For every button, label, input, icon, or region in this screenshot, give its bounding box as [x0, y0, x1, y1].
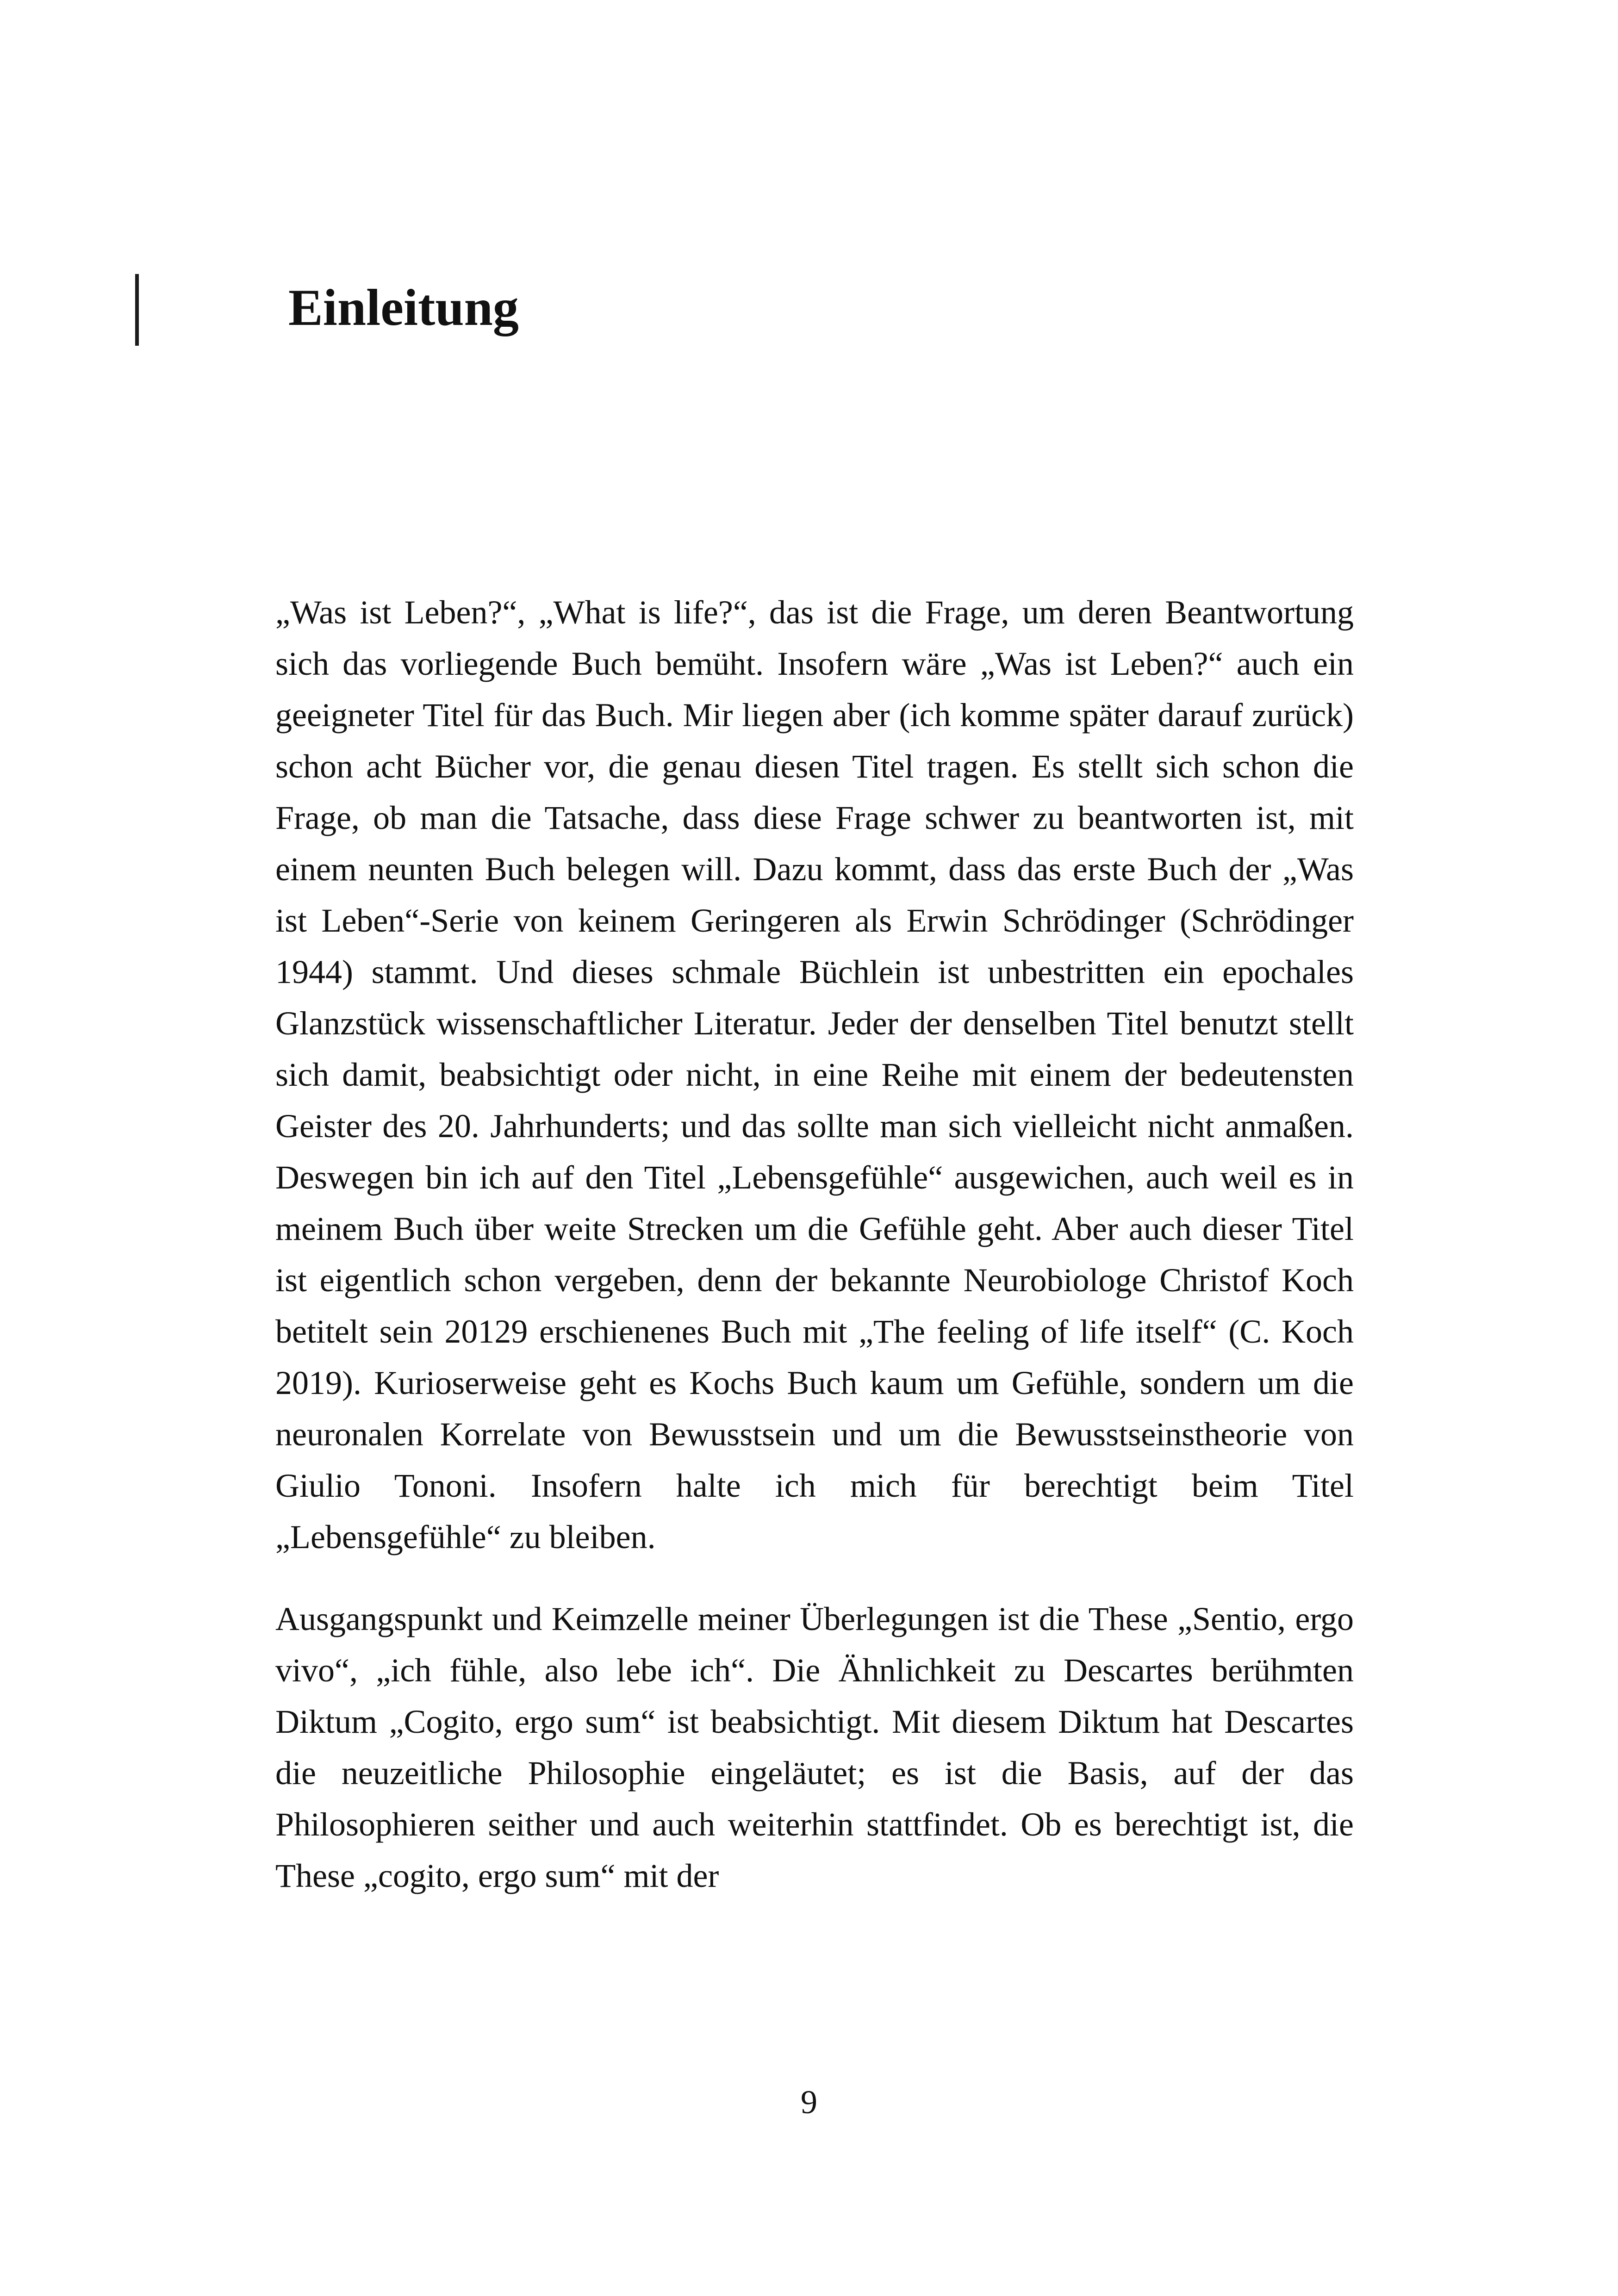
paragraph-intro: „Was ist Leben?“, „What is life?“, das ist die Frage, um deren Beantwortung sich das vorliegende Buch bemüht. Insofern wäre „Was ist Leben?“ auch ein geeigneter Titel für das Buch. Mir liegen aber (ich komme später darauf zurück) schon acht Bücher vor, die genau diesen Titel tragen. Es stellt sich schon die Frage, ob man die Tatsache, dass diese Frage schwer zu beantworten ist, mit einem neunten Buch belegen will. Dazu kommt, dass das erste Buch der „Was ist Leben“-Serie von keinem Geringeren als Erwin Schrödinger (Schrödinger 1944) stammt. Und dieses schmale Büchlein ist unbestritten ein epochales Glanzstück wissenschaftlicher Literatur. Jeder der denselben Titel benutzt stellt sich damit, beabsichtigt oder nicht, in eine Reihe mit einem der bedeutensten Geister des 20. Jahrhunderts; und das sollte man sich vielleicht nicht anmaßen. Deswegen bin ich auf den Titel „Lebensgefühle“ ausgewichen, auch weil es in meinem Buch über weite Strecken um die Gefühle geht. Aber auch dieser Titel ist eigentlich schon vergeben, denn der bekannte Neurobiologe Christof Koch betitelt sein 20129 erschienenes Buch mit „The feeling of life itself“ (C. Koch 2019). Kurioserweise geht es Kochs Buch kaum um Gefühle, sondern um die neuronalen Korrelate von Bewusstsein und um die Bewusstseinstheorie von Giulio Tononi. Insofern halte ich mich für berechtigt beim Titel „Lebensgefühle“ zu bleiben. [275, 594, 1354, 1556]
chapter-title: Einleitung [288, 279, 519, 336]
paragraph-thesis: Ausgangspunkt und Keimzelle meiner Überlegungen ist die These „Sentio, ergo vivo“, „ich fühle, also lebe ich“. Die Ähnlichkeit zu Descartes berühmten Diktum „Cogito, ergo sum“ ist beabsichtigt. Mit diesem Diktum hat Descartes die neuzeitliche Philosophie eingeläutet; es ist die Basis, auf der das Philosophieren seither und auch weiterhin stattfindet. Ob es berechtigt ist, die These „cogito, ergo sum“ mit der [275, 1600, 1354, 1894]
body-text [275, 587, 1354, 1902]
chapter-marker-bar [135, 274, 139, 346]
page-number: 9 [801, 2084, 817, 2121]
